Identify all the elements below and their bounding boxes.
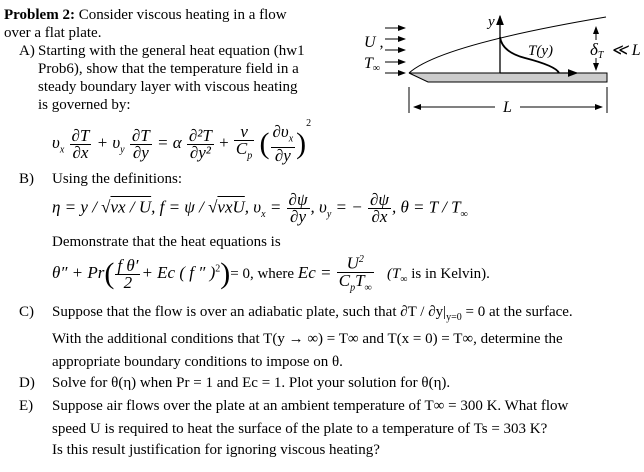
eq-token: Ec = — [297, 262, 332, 282]
eq-token: ∞ — [460, 208, 468, 220]
problem-label: Problem 2: — [4, 7, 75, 23]
eq-token: , υ — [310, 197, 327, 217]
part-a-line: is governed by: — [38, 97, 131, 113]
eq-token: ν — [234, 124, 254, 141]
eq-token: , f = ψ / √ — [151, 197, 218, 217]
eq-token: ( — [259, 127, 270, 161]
intro-line-2: over a flat plate. — [4, 25, 102, 41]
eq-token: = 0, where — [230, 265, 298, 282]
eq-token: ∂ψ — [369, 190, 389, 209]
eq-token: + — [219, 133, 229, 152]
flow-arrows — [385, 28, 405, 73]
eq-token: is in Kelvin). — [407, 265, 490, 282]
part-e-label: E) — [19, 398, 34, 414]
eq-token: C — [235, 138, 248, 158]
eq-token: ) — [296, 127, 307, 161]
eq-token: νxU — [217, 197, 245, 217]
y-label: y — [488, 14, 495, 30]
eq-token: ∂y² — [189, 142, 211, 162]
eq-token: 2 — [215, 263, 221, 275]
text: = 0 at the surface. — [461, 304, 573, 320]
eq-token: ∂y — [274, 146, 291, 166]
eq-token: ) — [220, 257, 231, 291]
part-e-line: Suppose air flows over the plate at an ambient temperature of T∞ = 300 K. What flow — [52, 398, 569, 414]
delta-label: δT — [590, 40, 604, 61]
part-a-line: steady boundary layer with viscous heating — [38, 79, 298, 95]
eq-token: p — [350, 282, 356, 294]
eq-token: 2 — [306, 118, 312, 129]
length-label: L — [503, 99, 512, 116]
much-less-than-l: ≪ L — [611, 42, 641, 59]
part-b-line: Using the definitions: — [52, 171, 182, 187]
part-e-line: Is this result justification for ignoring viscous heating? — [52, 442, 380, 458]
part-d-line: Solve for θ(η) when Pr = 1 and Ec = 1. Plot your solution for θ(η). — [52, 375, 451, 391]
eq-token: = α — [156, 133, 182, 152]
eq-token: ∂y — [132, 142, 149, 162]
eq-token: ∞ — [400, 273, 408, 285]
eq-token: ∂ψ — [288, 190, 308, 209]
text: Suppose that the flow is over an adiabatic plate, such that ∂T / ∂y| — [52, 304, 447, 320]
eq-token: θ″ + Pr — [52, 262, 105, 282]
text: y=0 — [446, 312, 462, 323]
eq-token: x — [261, 208, 266, 220]
eq-token: υ — [52, 133, 60, 152]
eq-token: ∂²T — [188, 125, 212, 145]
eq-token: T — [355, 270, 365, 290]
u-label: U , — [364, 34, 384, 51]
eq-token: ∂y — [290, 207, 306, 226]
part-d-label: D) — [19, 375, 35, 391]
part-a-line: Prob6), show that the temperature field in a — [38, 61, 299, 77]
eq-token: (T — [386, 265, 401, 282]
eq-token: + υ — [96, 133, 121, 152]
eq-token: η = y / √ — [52, 197, 111, 217]
eq-token: p — [247, 150, 253, 162]
eq-token: = — [265, 197, 282, 217]
eq-token: ( — [104, 257, 115, 291]
eq-token: ∞ — [364, 282, 372, 294]
part-c-line: appropriate boundary conditions to impose on θ. — [52, 354, 343, 370]
eq-token: 2 — [123, 272, 133, 292]
eq-token: ∂x — [371, 207, 388, 226]
eq-token: ∂υ — [272, 121, 289, 141]
boundary-layer-edge — [409, 17, 606, 73]
eq-token: C — [338, 270, 351, 290]
eq-token: U — [346, 253, 359, 273]
part-a-label: A) — [19, 43, 35, 59]
eq-token: f θ′ — [117, 255, 139, 275]
eq-token: x — [59, 144, 65, 156]
eq-token: = − — [331, 197, 363, 217]
t-y-label: T(y) — [528, 43, 553, 59]
eq-token: y — [326, 208, 332, 220]
eq-token: , θ = T / T — [391, 197, 461, 217]
part-c-line: With the additional conditions that T(y → ∞) = T∞ and T(x = 0) = T∞, determine the — [52, 331, 563, 347]
part-a-line: Starting with the general heat equation (hw1 — [38, 43, 305, 59]
t-inf-label: T∞ — [364, 55, 381, 74]
part-b-line: Demonstrate that the heat equations is — [52, 234, 281, 250]
eq-token: 2 — [358, 254, 364, 265]
eq-token: x — [288, 133, 294, 145]
part-c-label: C) — [19, 304, 34, 320]
part-b-label: B) — [19, 171, 34, 187]
eq-token: ∂T — [71, 125, 90, 145]
eq-token: ∂T — [131, 125, 150, 145]
eq-token: νx / U — [110, 197, 152, 217]
plate — [409, 73, 607, 82]
eq-token: y — [120, 144, 125, 156]
eq-token: ∂x — [72, 142, 89, 162]
eq-token: , υ — [244, 197, 262, 217]
eq-token: + Ec ( f ″ ) — [141, 262, 216, 282]
part-e-line: speed U is required to heat the surface of the plate to a temperature of Ts = 303 K? — [52, 421, 548, 437]
intro-text: Consider viscous heating in a flow — [78, 7, 287, 23]
